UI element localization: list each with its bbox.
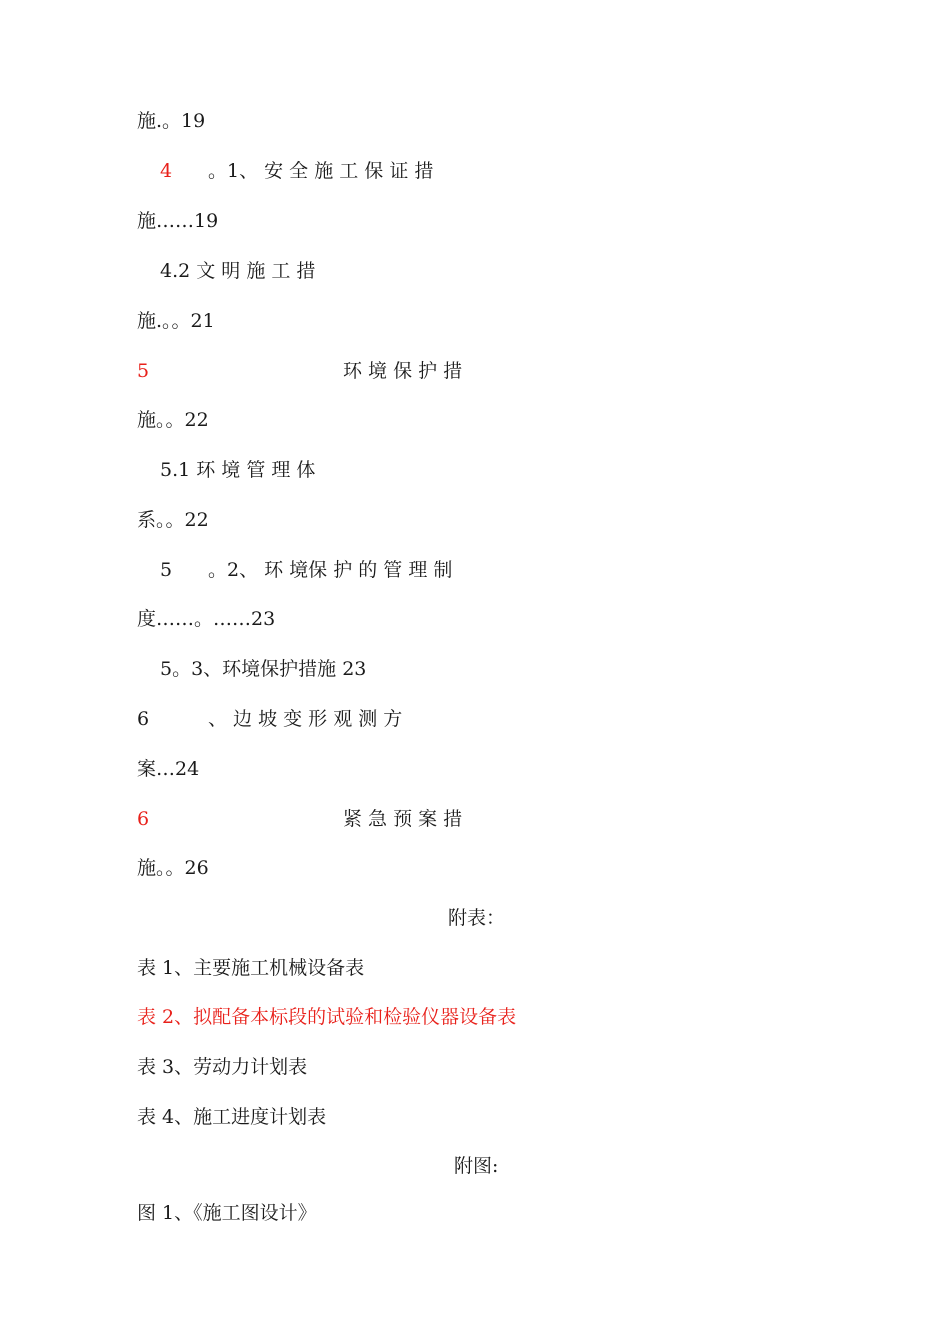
toc-entry-title: 紧 急 预 案 措 (343, 808, 463, 830)
toc-entry-title: 。2、 环 境保 护 的 管 理 制 (208, 559, 453, 581)
toc-entry-title: 5。3、环境保护措施 23 (160, 658, 367, 680)
toc-section-number: 5 (160, 559, 173, 581)
toc-line: 施。。26 (137, 857, 209, 879)
toc-entry-title: 5.1 环 境 管 理 体 (160, 459, 316, 481)
toc-section-number: 5 (137, 360, 150, 382)
appendix-figures-heading: 附图: (454, 1155, 499, 1177)
appendix-tables-heading: 附表： (448, 907, 506, 929)
toc-entry-title: 、 边 坡 变 形 观 测 方 (208, 708, 403, 730)
toc-entry-title: 4.2 文 明 施 工 措 (160, 260, 316, 282)
toc-section-number: 6 (137, 808, 150, 830)
toc-line: 度……。……23 (137, 608, 276, 630)
appendix-table-item: 表 1、主要施工机械设备表 (137, 957, 365, 979)
appendix-table-item: 表 2、拟配备本标段的试验和检验仪器设备表 (137, 1006, 517, 1028)
appendix-figure-item: 图 1、《施工图设计》 (137, 1202, 317, 1224)
toc-line: 施.。。21 (137, 310, 215, 332)
toc-line: 系。。22 (137, 509, 209, 531)
toc-line: 施.。19 (137, 110, 206, 132)
toc-entry-title: 环 境 保 护 措 (343, 360, 463, 382)
toc-section-number: 6 (137, 708, 150, 730)
appendix-table-item: 表 3、劳动力计划表 (137, 1056, 308, 1078)
toc-line: 施……19 (137, 210, 219, 232)
toc-entry-title: 。1、 安 全 施 工 保 证 措 (208, 160, 434, 182)
toc-line: 施。。22 (137, 409, 209, 431)
toc-section-number: 4 (160, 160, 173, 182)
toc-line: 案…24 (137, 758, 200, 780)
appendix-table-item: 表 4、施工进度计划表 (137, 1106, 327, 1128)
